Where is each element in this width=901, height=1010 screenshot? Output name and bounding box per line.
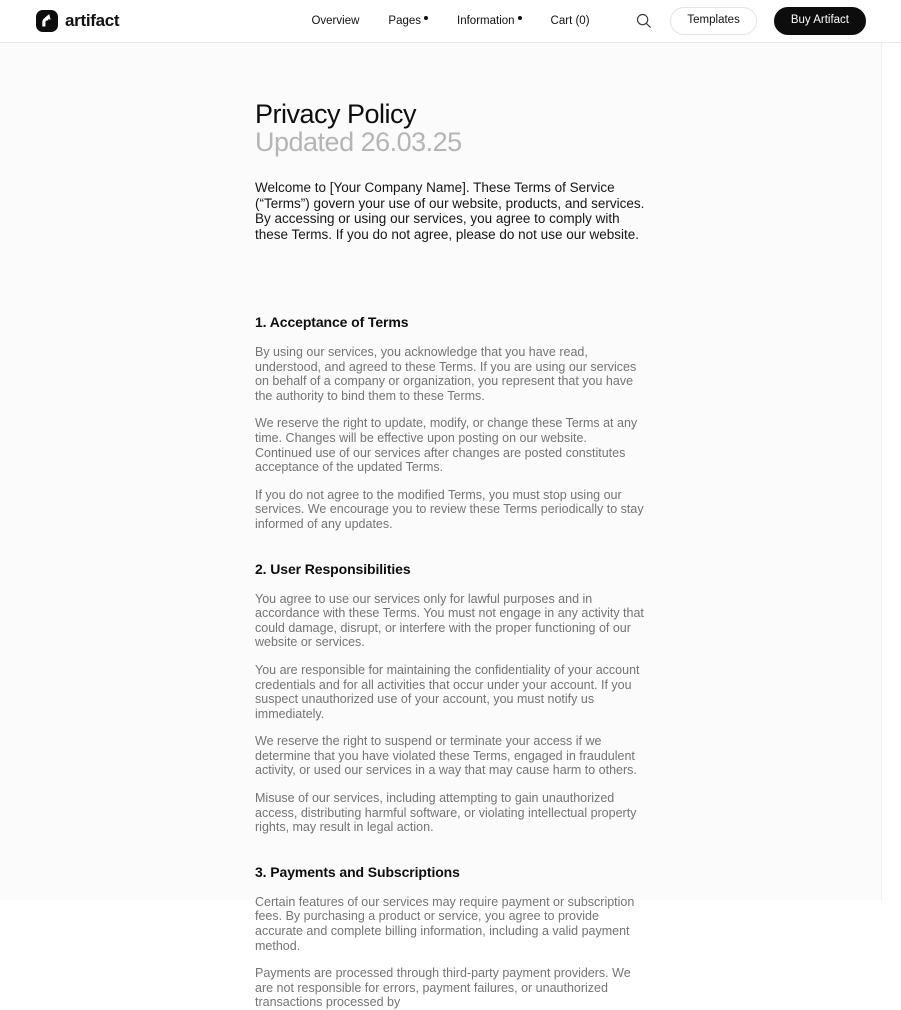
section-paragraphs — [255, 345, 647, 532]
section-paragraph: Certain features of our services may require payment or subscription fees. By purchasing a product or service, you agree to provide accurate and complete billing information, including a valid payment method. — [255, 894, 635, 953]
page-subtitle-updated-date: Updated 26.03.25 — [255, 127, 462, 157]
page-title: Privacy Policy — [255, 99, 417, 129]
section-heading: 1. Acceptance of Terms — [255, 314, 409, 330]
nav-item-pages[interactable] — [388, 15, 428, 27]
policy-section — [255, 314, 647, 532]
section-heading: 2. User Responsibilities — [255, 560, 411, 577]
policy-section — [255, 561, 647, 835]
policy-sections — [255, 314, 647, 1010]
nav-item-label: Pages — [388, 15, 422, 27]
top-navbar — [0, 0, 901, 43]
section-heading: 3. Payments and Subscriptions — [255, 863, 460, 880]
header-actions — [635, 7, 866, 36]
nav-item-label: Cart (0) — [550, 15, 590, 27]
logo[interactable] — [36, 10, 119, 32]
section-paragraph: If you do not agree to the modified Terms, you must stop using our services. We encourage you to review these Terms periodically to stay informed of any updates. — [255, 487, 644, 531]
search-icon[interactable] — [635, 12, 653, 30]
nav-item-label: Information — [457, 15, 515, 27]
nav-item-information[interactable] — [457, 15, 522, 27]
page-body — [0, 43, 901, 1010]
nav-item-overview[interactable] — [311, 15, 359, 27]
policy-section — [255, 864, 647, 1010]
section-paragraphs — [255, 895, 647, 1010]
section-paragraph: Misuse of our services, including attempting to gain unauthorized access, distributing harmful software, or violating intellectual property rights, may result in legal action. — [255, 791, 637, 835]
main-nav — [311, 0, 589, 42]
buy-artifact-button[interactable]: Buy Artifact — [774, 7, 866, 36]
scrollbar-track[interactable] — [881, 43, 901, 900]
section-paragraph: We reserve the right to update, modify, or change these Terms at any time. Changes will be effective upon posting on our website. Continued use of our services after changes are posted constitutes acceptance of the updated Terms. — [255, 416, 638, 475]
nav-item-cart-0[interactable] — [551, 15, 590, 27]
section-paragraph: Payments are processed through third-party payment providers. We are not responsible for errors, payment failures, or unauthorized transactions processed by — [255, 966, 631, 1010]
templates-button[interactable]: Templates — [670, 7, 756, 36]
logo-wordmark: artifact — [65, 11, 120, 30]
section-paragraphs — [255, 592, 647, 835]
intro-paragraph: Welcome to [Your Company Name]. These Terms of Service (“Terms”) govern your use of our website, products, and services. By accessing or using our services, you agree to comply with these Terms. If you do not agree, please do not use our website. — [255, 180, 645, 242]
section-paragraph: By using our services, you acknowledge that you have read, understood, and agreed to these Terms. If you are using our services on behalf of a company or organization, you represent that you have the authority to bind them to these Terms. — [255, 345, 637, 403]
nav-dot-indicator — [518, 16, 522, 20]
section-paragraph: We reserve the right to suspend or terminate your access if we determine that you have violated these Terms, engaged in fraudulent activity, or used our services in a way that may cause harm to others. — [255, 734, 637, 778]
nav-item-label: Overview — [311, 15, 360, 27]
policy-content — [255, 43, 647, 1010]
artifact-logo-icon — [36, 10, 58, 32]
nav-dot-indicator — [424, 16, 428, 20]
section-paragraph: You are responsible for maintaining the confidentiality of your account credentials and for all activities that occur under your account. If you suspect unauthorized use of your account, you must notify us immediately. — [255, 662, 640, 721]
section-paragraph: You agree to use our services only for lawful purposes and in accordance with these Terms. You must not engage in any activity that could damage, disrupt, or interfere with the proper functioning of our website or services. — [255, 591, 644, 650]
